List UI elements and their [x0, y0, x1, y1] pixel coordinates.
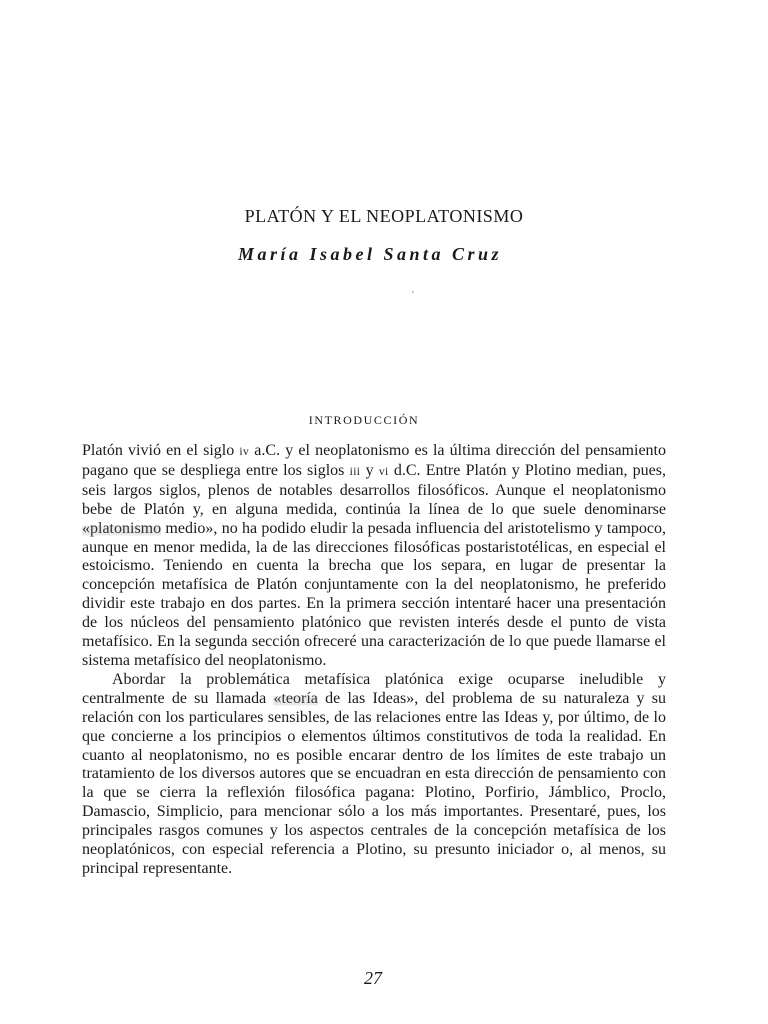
paragraph-2-text: Abordar la problemática metafísica platónica exige ocuparse ineludible y centralmente de su llamada	[82, 670, 666, 707]
body-text	[82, 442, 666, 879]
stray-mark: '	[412, 290, 414, 301]
chapter-author: María Isabel Santa Cruz	[237, 244, 503, 264]
chapter-title: PLATÓN Y EL NEOPLATONISMO	[244, 206, 524, 226]
highlighted-term: «teoría	[273, 689, 318, 707]
paragraph-1-text: a.C. y el neoplatonismo es la última dirección del pensamiento pagano que se despliega entre los siglos	[82, 442, 666, 479]
paragraph-2	[82, 671, 666, 879]
highlighted-term: «platonismo	[82, 519, 162, 537]
paragraph-1-text: d.C. Entre Platón y Plotino median, pues, seis largos siglos, plenos de notables desarrollos filosóficos. Aunque el neoplatonismo bebe de Platón y, en alguna medida, continúa la línea de lo que suele denominarse	[82, 461, 667, 518]
page-number: 27	[364, 968, 382, 988]
section-heading: INTRODUCCIÓN	[308, 413, 420, 427]
paragraph-1-text: Platón vivió en el siglo	[82, 442, 240, 459]
century-numeral: iii	[349, 465, 361, 478]
paragraph-2-text: de las Ideas», del problema de su naturaleza y su relación con los particulares sensibles, de las relaciones entre las Ideas y, por último, de lo que concierne a los principios o elementos últimos constitutivos de toda la realidad. En cuanto al neoplatonismo, no es posible encarar dentro de los límites de este trabajo un tratamiento de los diversos autores que se encuadran en esta dirección de pensamiento con la que se cierra la reflexión filosófica pagana: Plotino, Porfirio, Jámblico, Proclo, Damascio, Simplicio, para mencionar sólo a los más importantes. Presentaré, pues, los principales rasgos comunes y los aspectos centrales de la concepción metafísica de los neoplatónicos, con especial referencia a Plotino, su presunto iniciador o, al menos, su principal representante.	[82, 689, 666, 877]
century-numeral: iv	[239, 446, 250, 458]
century-numeral: vi	[378, 465, 389, 478]
paragraph-1-text: y	[360, 461, 379, 479]
paragraph-1	[82, 442, 666, 671]
paragraph-1-text: medio», no ha podido eludir la pesada influencia del aristotelismo y tampoco, aunque en menor medida, la de las direcciones filosóficas postaristotélicas, en especial el estoicismo. Teniendo en cuenta la brecha que los separa, en lugar de presentar la concepción metafísica de Platón conjuntamente con la del neoplatonismo, he preferido dividir este trabajo en dos partes. En la primera sección intentaré hacer una presentación de los núcleos del pensamiento platónico que revisten interés desde el punto de vista metafísico. En la segunda sección ofreceré una caracterización de lo que puede llamarse el sistema metafísico del neoplatonismo.	[82, 519, 666, 669]
